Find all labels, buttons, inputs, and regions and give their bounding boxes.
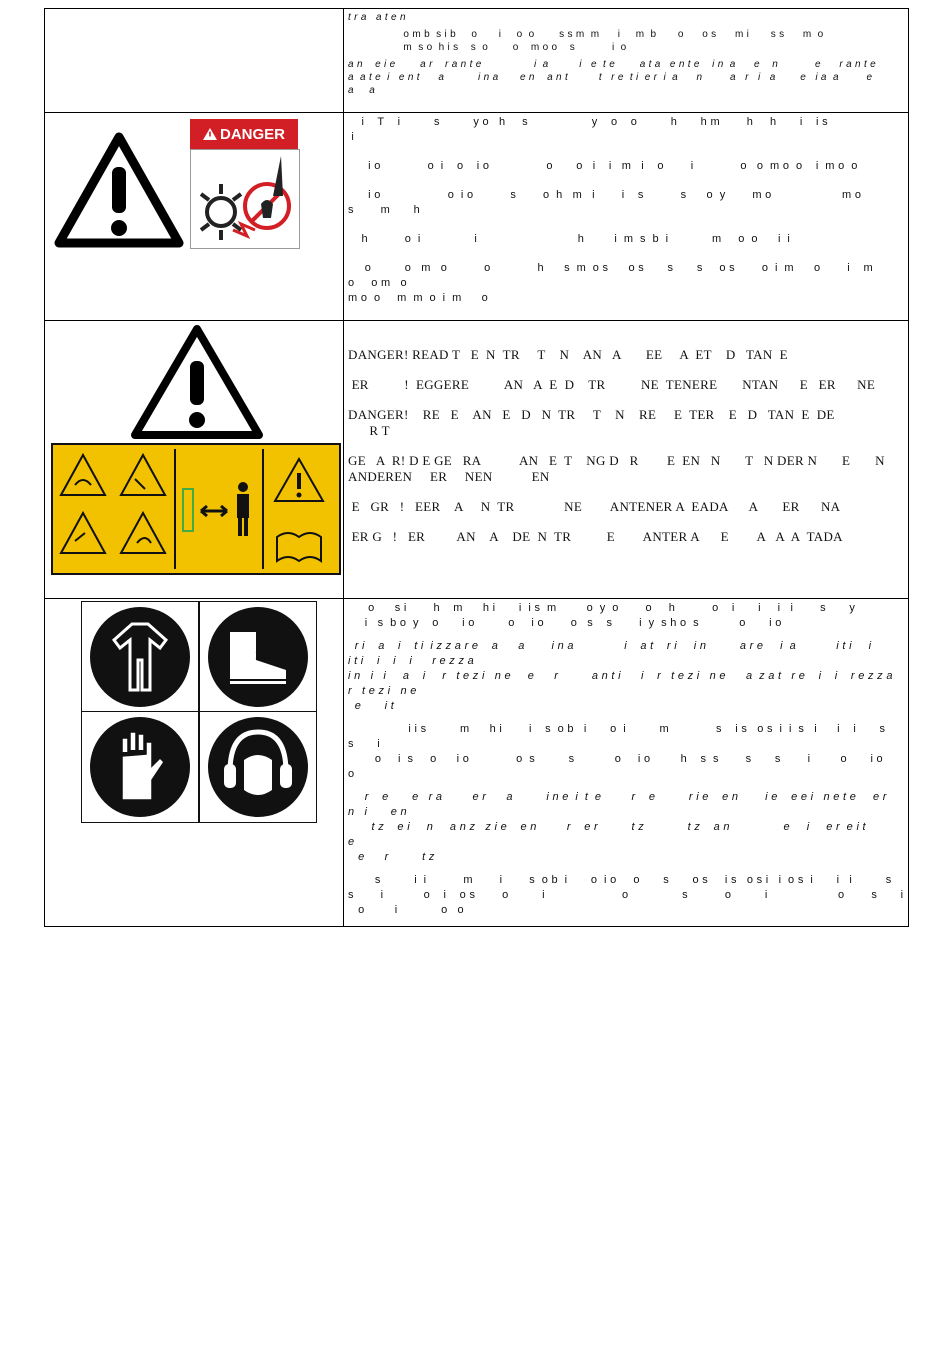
warning-triangle-icon (53, 131, 185, 249)
paragraph: i o o i o s o h m i i s s o y m o m o s m h (348, 189, 862, 216)
safety-table (44, 8, 909, 927)
glove-icon (82, 712, 198, 822)
ear-protection-icon (200, 712, 316, 822)
image-cell-warning-decal (45, 321, 344, 599)
paragraph: o m b s i b o i o o s s m m i m b o o s m i s s m o m s o h i s s o o m o o s i o (403, 29, 824, 53)
table-row (45, 113, 909, 321)
text-cell (344, 9, 909, 113)
image-cell-ppe (45, 599, 344, 927)
ear-protection-sign (199, 711, 317, 823)
warning-triangle-icon (127, 323, 267, 441)
paragraph: i T i s y o h s y o o h h m h h i i s i (351, 116, 828, 143)
boot-icon (200, 602, 316, 712)
image-cell-danger (45, 113, 344, 321)
safety-gloves-sign (81, 711, 199, 823)
text-cell (344, 599, 909, 927)
paragraph: o s i h m h i i i s m o y o o h o i i i i s y i s b o y o i o o i o o s s i y s h o s o i o (364, 602, 856, 629)
paragraph: E GR ! EER A N TR NE ANTENER A EADA A ER NA (348, 499, 841, 514)
table-row (45, 321, 909, 599)
paragraph: s i i m i s o b i o i o o s o s i s o s i i o s i i i s s i o i o s o i o s o i o s i o i o o (348, 874, 904, 916)
text-cell (344, 321, 909, 599)
safety-boots-sign (199, 601, 317, 713)
paragraph: i i s m h i i s o b i o i m s i s o s i i s i i i s s i o i s o i o o s s o i o h s s s s i o i o o (348, 723, 886, 780)
paragraph: DANGER! RE E AN E D N TR T N RE E TER E D TAN E DE R T (348, 407, 835, 438)
table-row (45, 599, 909, 927)
paragraph: i o o i o i o o o i i m i o i o o m o o i m o o (348, 160, 858, 172)
paragraph: t r a a t e n (348, 12, 406, 23)
danger-label: DANGER (190, 119, 298, 149)
safety-decal (51, 443, 341, 575)
table-row (45, 9, 909, 113)
paragraph: ER ! EGGERE AN A E D TR NE TENERE NTAN E ER NE (348, 377, 876, 392)
decal-pictograms-icon (53, 445, 339, 573)
entanglement-pictogram (190, 149, 300, 249)
paragraph: GE A R! D E GE RA AN E T NG D R E EN N T N DER N E N ANDEREN ER NEN EN (348, 453, 885, 484)
alert-triangle-icon (203, 128, 217, 140)
paragraph: r i a i t i i z z a r e a a i n a i a t r i i n a r e i a i t i i i t i i i i r e z z a i n i i a i r t e z i n e e r a n t i i r t e z i n e a z a t r e i i r e z z a r t e z i n e e i t (348, 640, 893, 712)
paragraph: r e e r a e r a i n e i t e r e r i e e n i e e e i n e t e e r n i e n t z e i n a n z z i e e n r e r t z t z a n e i e r e i t e e r t z (348, 791, 887, 863)
paragraph: h o i i h i m s b i m o o i i (348, 233, 791, 245)
image-cell-empty (45, 9, 344, 113)
paragraph: ER G ! ER AN A DE N TR E ANTER A E A A A TADA (348, 529, 843, 544)
entanglement-icon (191, 150, 299, 248)
paragraph: a n e i e a r r a n t e i a i e t e a t a e n t e i n a e n e r a n t e a a t e i e n t a i n a e n a n t t r e t i e r i a n a r i a e i a a e a a (348, 59, 876, 96)
paragraph: DANGER! READ T E N TR T N AN A EE A ET D TAN E (348, 347, 788, 362)
protective-suit-sign (81, 601, 199, 713)
coverall-icon (82, 602, 198, 712)
text-cell (344, 113, 909, 321)
paragraph: o o m o o h s m o s o s s s o s o i m o i m o o m o m o o m m o i m o (348, 262, 873, 304)
